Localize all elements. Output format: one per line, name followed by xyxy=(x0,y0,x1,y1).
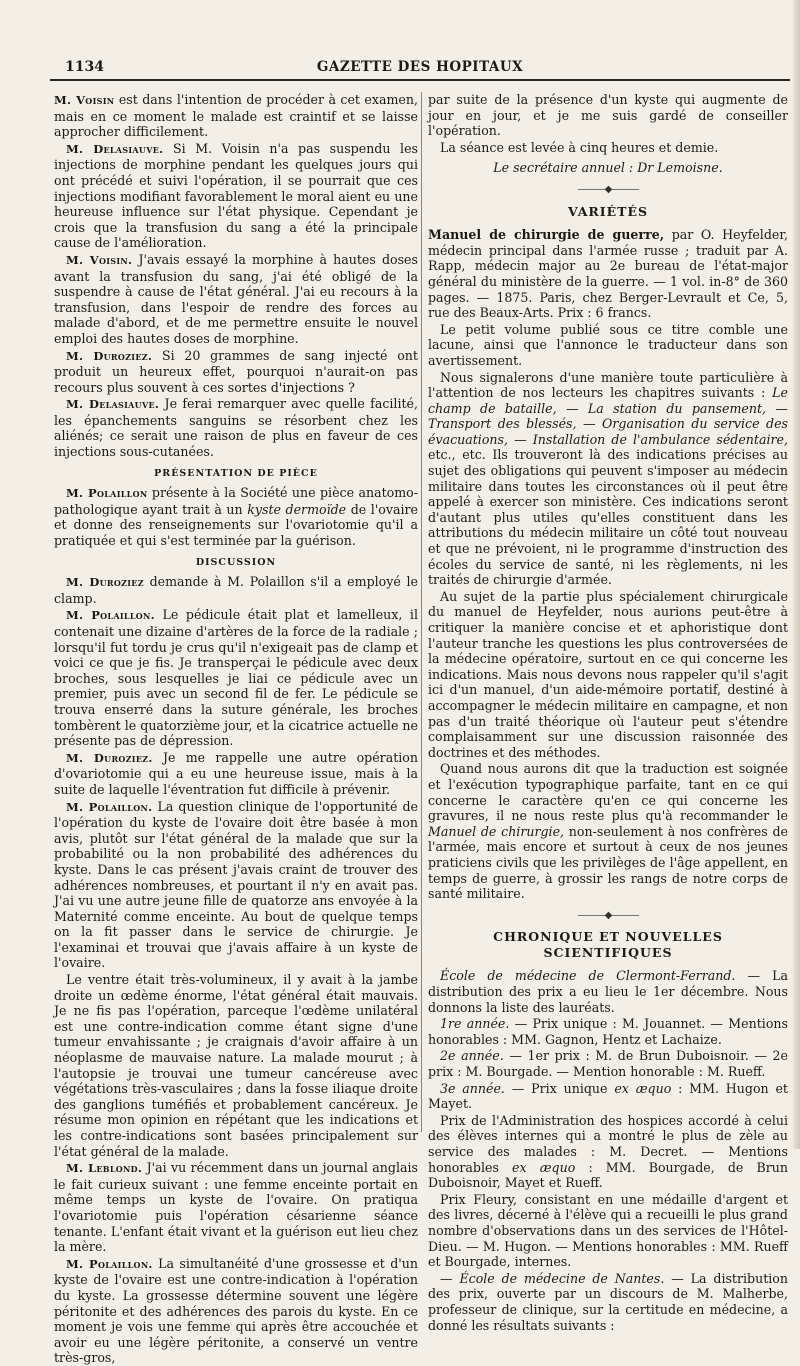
paragraph-text: etc., etc. Ils trouveront là des indications précises au sujet des obligations qui peuvent s'imposer au médecin militaire dans toutes les circonstances où il peut être appelé à exercer son ministère. Ces indications seront d'autant plus utiles qu'elles constituent dans les attributions du médecin militaire un côté tout nouveau et que ne prévoient, ni le programme d'instruction des écoles du service de santé, ni les règlements, ni les traités de chirurgie d'armée. xyxy=(428,447,788,588)
speaker-name: M. Voisin. xyxy=(66,252,133,267)
paragraph xyxy=(54,141,418,251)
paragraph-text: : MM. Bourgade, de Brun Duboisnoir, Mayet et Rueff. xyxy=(428,1159,788,1191)
paragraph xyxy=(54,1256,418,1366)
ornament-divider: ———◆——— xyxy=(577,909,639,921)
paragraph-text: — 1er prix : M. de Brun Duboisnoir. — 2e prix : M. Bourgade. — Mention honorable : M. Rueff. xyxy=(428,1048,788,1080)
italic-heading: École de médecine de Clermont-Ferrand. xyxy=(440,968,736,984)
paragraph-text: — Prix unique xyxy=(511,1080,608,1096)
paragraph xyxy=(428,370,788,588)
paragraph-text: de l'ovaire et donne des renseignements sur l'ovariotomie qu'il a pratiquée et qui s'est terminée par la guérison. xyxy=(54,501,419,549)
paragraph xyxy=(54,348,418,396)
paragraph xyxy=(54,485,418,548)
paragraph-text: La simultanéité d'une grossesse et d'un kyste de l'ovaire est une contre-indication à l'opération du kyste. La grossesse détermine souvent une légère péritonite et des adhérences des parois du kyste. En ce moment je vois une femme qui après être accouchée et avoir eu une légère péritonite, a conservé un ventre très-gros, xyxy=(54,1255,418,1366)
paragraph xyxy=(54,396,418,459)
italic-term: ex æquo xyxy=(512,1159,576,1175)
signature xyxy=(428,160,788,176)
italic-title: Manuel de chirurgie, xyxy=(428,823,565,839)
paragraph xyxy=(428,761,788,901)
book-details: par O. Heyfelder, médecin principal dans l'armée russe ; traduit par A. Rapp, médecin major au 2e bureau de l'état-major général du ministère de la guerre. — 1 vol. in-8° de 360 pages. — 1875. Paris, chez Berger-Levrault et Ce, 5, rue des Beaux-Arts. Prix : 6 francs. xyxy=(428,227,788,321)
journal-title: GAZETTE DES HOPITAUX xyxy=(316,59,524,75)
speaker-name: M. Duroziez xyxy=(66,575,144,590)
paragraph: Prix Fleury, consistant en une médaille d'argent et des livres, décerné à l'élève qui a recueilli le plus grand nombre d'observations dans un des services de l'Hôtel-Dieu. — M. Hugon. — Mentions honorables : MM. Rueff et Bourgade, internes. xyxy=(428,1191,788,1270)
paragraph-text: J'avais essayé la morphine à hautes doses avant la transfusion du sang, j'ai été obligé de la suspendre à cause de l'état général. J'ai eu recours à la transfusion, dans l'espoir de rendre des forces au malade d'abord, et de me permettre ensuite le nouvel emploi des hautes doses de morphine. xyxy=(54,251,418,346)
paragraph-text: Si M. Voisin n'a pas suspendu les injections de morphine pendant les quelques jours qui ont précédé et suivi l'opération, il se pourrait que ces injections modifiant favorablement le moral aient eu une heureuse influence sur l'état physique. Cependant je crois que la transfusion du sang a été la principale cause de l'amélioration. xyxy=(54,140,418,251)
page-header xyxy=(50,49,790,81)
paragraph-text: La question clinique de l'opportunité de l'opération du kyste de l'ovaire doit être basée à mon avis, plutôt sur l'état général de la malade que sur la probabilité ou la non probabilité des adhérences du kyste. Dans le cas présent j'avais craint de trouver des adhérences nombreuses, et pourtant il n'y en avait pas. J'ai vu une autre jeune fille de quatorze ans envoyée à la Maternité comme enceinte. Au bout de quelque temps on la fit passer dans le service de chirurgie. Je l'examinai et trouvai que j'avais affaire à un kyste de l'ovaire. xyxy=(54,798,418,971)
speaker-name: M. Polaillon. xyxy=(66,799,153,814)
paragraph: Au sujet de la partie plus spécialement chirurgicale du manuel de Heyfelder, nous aurions peut-être à critiquer la manière concise et et aphoristique dont l'auteur tranche les questions les plus controversées de la médecine opératoire, surtout en ce qui concerne les indications. Mais nous devons nous rappeler qu'il s'agit ici d'un manuel, d'un aide-mémoire portatif, destiné à accompagner le médecin militaire en campagne, et non pas d'un traité théorique où l'auteur peut s'étendre complaisamment sur une discussion raisonnée des doctrines et des méthodes. xyxy=(428,588,788,760)
signature-label: Le secrétaire annuel : xyxy=(493,160,634,176)
italic-heading: — École de médecine de Nantes. xyxy=(440,1270,665,1286)
paragraph-text: Prix de l'Administration des hospices accordé à celui des élèves internes qui a montré le plus de zèle au service des malades : M. Decret. — Mentions honorables xyxy=(428,1112,788,1175)
italic-chapters: Le champ de bataille, — La station du pansement, — Transport des blessés, — Organisation du service des évacuations, — Installation de l'ambulance sédentaire, xyxy=(428,385,788,447)
paragraph-text: Je ferai remarquer avec quelle facilité, les épanchements sanguins se résorbent chez les aliénés; ce serait une raison de plus en faveur de ces injections sous-cutanées. xyxy=(54,396,418,460)
speaker-name: M. Delasiauve. xyxy=(66,397,160,412)
paragraph-text: : MM. Hugon et Mayet. xyxy=(428,1080,788,1112)
paragraph-text: — La distribution des prix a eu lieu le 1er décembre. Nous donnons la liste des lauréats. xyxy=(428,968,788,1015)
italic-term: ex æquo xyxy=(614,1080,672,1096)
paragraph-text: demande à M. Polaillon s'il a employé le clamp. xyxy=(54,574,419,606)
column-divider xyxy=(421,92,422,1132)
book-title: Manuel de chirurgie de guerre, xyxy=(428,227,665,243)
paragraph xyxy=(54,252,418,347)
right-column xyxy=(428,92,788,1333)
speaker-name: M. Voisin xyxy=(54,93,115,107)
speaker-name: M. Leblond. xyxy=(66,1161,143,1176)
paragraph-text: présente à la Société une pièce anatomo-pathologique ayant trait à un xyxy=(54,485,418,517)
paragraph-text: Si 20 grammes de sang injecté ont produit un heureux effet, pourquoi n'aurait-on pas recours plus souvent à ces sortes d'injections ? xyxy=(54,347,418,395)
italic-heading: 1re année. xyxy=(440,1016,510,1032)
speaker-name: M. Polaillon xyxy=(66,486,148,501)
session-closing: La séance est levée à cinq heures et demie. xyxy=(440,139,719,155)
paragraph-text: J'ai vu récemment dans un journal anglais le fait curieux suivant : une femme enceinte portait en même temps un kyste de l'ovaire. On pratiqua l'ovariotomie puis l'opération césarienne séance tenante. L'enfant était vivant et la guérison eut lieu chez la mère. xyxy=(54,1160,418,1255)
paragraph-text: est dans l'intention de procéder à cet examen, mais en ce moment le malade est craintif et se laisse approcher difficilement. xyxy=(54,92,418,140)
paragraph xyxy=(428,968,788,1015)
section-title-varietes: VARIÉTÉS xyxy=(567,203,649,219)
paragraph xyxy=(428,1016,788,1047)
paragraph-text: Je me rappelle une autre opération d'ovariotomie qui a eu une heureuse issue, mais à la suite de laquelle l'éventration fut difficile à prévenir. xyxy=(54,749,418,797)
paragraph xyxy=(428,1048,788,1079)
italic-heading: 3e année. xyxy=(440,1080,505,1096)
paragraph-text: Quand nous aurons dit que la traduction est soignée et l'exécution typographique parfaite, tant en ce qui concerne le caractère qu'en ce qui concerne les gravures, il ne nous reste plus qu'à recommander le xyxy=(428,761,788,824)
paragraph xyxy=(428,1081,788,1112)
ornament-divider: ———◆——— xyxy=(577,183,639,195)
section-title-chronique: CHRONIQUE ET NOUVELLES SCIENTIFIQUES xyxy=(493,929,723,960)
paragraph xyxy=(54,750,418,798)
paragraph xyxy=(428,1271,788,1333)
speaker-name: M. Duroziez. xyxy=(66,750,153,765)
paragraph xyxy=(428,1113,788,1191)
paragraph-text: Le pédicule était plat et lamelleux, il contenait une dizaine d'artères de la force de la radiale ; lorsqu'il fut tordu je crus qu'il n'exigeait pas de clamp et voici ce que je fis. Je transperçai le pédicule avec deux broches, sous lesquelles je liai ce pédicule avec un premier, puis avec un second fil de fer. Le pédicule se trouva enserré dans la suture générale, les broches tombèrent le quatorzième jour, et la cicatrice actuelle ne présente pas de dépression. xyxy=(54,607,418,749)
paragraph-text: Nous signalerons d'une manière toute particulière à l'attention de nos lecteurs les chapitres suivants : xyxy=(428,369,788,401)
left-column xyxy=(54,92,419,1366)
paragraph-text: — Prix unique : M. Jouannet. — Mentions honorables : MM. Gagnon, Hentz et Lachaize. xyxy=(428,1016,788,1047)
paragraph xyxy=(54,1160,418,1255)
speaker-name: M. Polaillon. xyxy=(66,608,155,623)
speaker-name: M. Duroziez. xyxy=(66,348,153,363)
subheading: PRÉSENTATION DE PIÈCE xyxy=(154,467,318,479)
paragraph xyxy=(54,799,418,972)
page-edge xyxy=(793,0,800,1149)
paragraph-text: non-seulement à nos confrères de l'armée, mais encore et surtout à ceux de nos jeunes praticiens civils que les privilèges de l'âge appellent, en temps de guerre, à grossir les rangs de notre corps de santé militaire. xyxy=(428,823,788,902)
paragraph: Le petit volume publié sous ce titre comble une lacune, ainsi que l'annonce le traducteur dans son avertissement. xyxy=(428,321,788,368)
paragraph: Le ventre était très-volumineux, il y avait à la jambe droite un œdème énorme, l'état général était mauvais. Je ne fis pas l'opération, parceque l'œdème unilatéral est une contre-indication comme étant signe d'une tumeur envahissante ; je craignais d'avoir affaire à un néoplasme de mauvaise nature. La malade mourut ; à l'autopsie je trouvai une tumeur cancéreuse avec végétations très-vasculaires ; dans la fosse iliaque droite des ganglions tuméfiés et probablement cancéreux. Je résume mon opinion en répétant que les indications et les contre-indications sont basées principalement sur l'état général de la malade. xyxy=(54,972,418,1159)
signature-name: Dr Lemoisne. xyxy=(637,160,723,176)
paragraph xyxy=(54,92,418,140)
italic-term: kyste dermoïde xyxy=(247,501,347,517)
paragraph-text: — La distribution des prix, ouverte par un discours de M. Malherbe, professeur de clinique, sur la certitude en médecine, a donné les résultats suivants : xyxy=(428,1270,788,1333)
paragraph xyxy=(54,607,418,748)
paragraph xyxy=(54,574,418,606)
speaker-name: M. Delasiauve. xyxy=(66,141,164,156)
paragraph: par suite de la présence d'un kyste qui augmente de jour en jour, et je me suis gardé de conseiller l'opération. xyxy=(428,92,788,139)
speaker-name: M. Polaillon. xyxy=(66,1256,153,1271)
subheading: DISCUSSION xyxy=(195,556,277,568)
page-number: 1134 xyxy=(65,59,104,75)
italic-heading: 2e année. xyxy=(440,1048,504,1064)
book-entry xyxy=(428,227,788,321)
